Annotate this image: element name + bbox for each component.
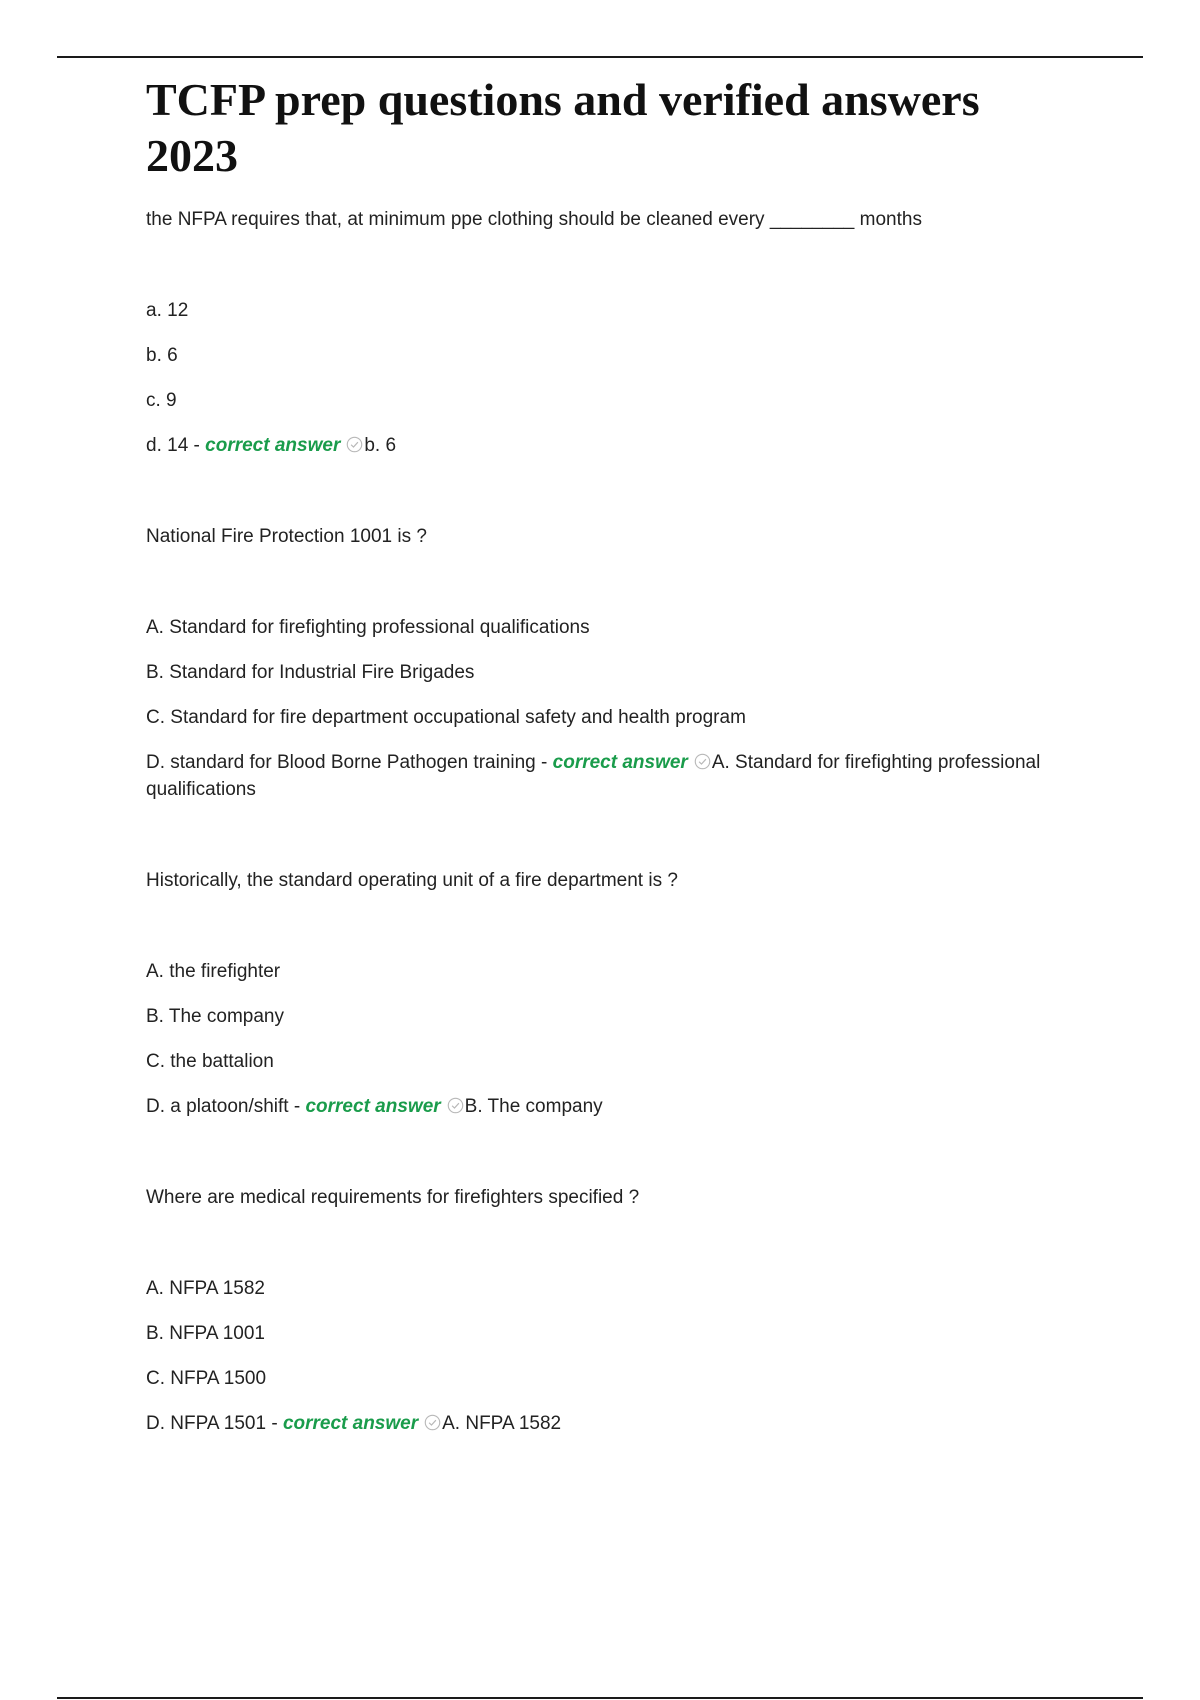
answer-text: A. NFPA 1582 [442, 1413, 562, 1434]
correct-answer-label: correct answer [305, 1096, 441, 1117]
question-text: Where are medical requirements for firefighters specified ? [146, 1187, 640, 1208]
check-circle-icon [346, 436, 363, 453]
option-item: B. NFPA 1001 [146, 1323, 265, 1344]
option-item: C. Standard for fire department occupational safety and health program [146, 707, 746, 728]
option-item: A. Standard for firefighting professional qualifications [146, 617, 590, 638]
option-item: B. The company [146, 1006, 285, 1027]
option-item: c. 9 [146, 390, 177, 411]
question-block [146, 1184, 1046, 1437]
option-with-answer [146, 749, 1046, 803]
options-list [146, 297, 1046, 459]
answer-text: b. 6 [364, 435, 397, 456]
option-item: d. 14 - [146, 435, 206, 456]
bottom-rule [57, 1697, 1143, 1699]
option-item: D. standard for Blood Borne Pathogen training - [146, 752, 553, 773]
options-list [146, 958, 1046, 1120]
question-block [146, 523, 1046, 803]
option-item: C. NFPA 1500 [146, 1368, 267, 1389]
option-with-answer [146, 1410, 1046, 1437]
options-list [146, 1275, 1046, 1437]
option-item: A. the firefighter [146, 961, 281, 982]
answer-text: A. Standard for firefighting professional qualifications [146, 752, 1041, 800]
document-body [146, 72, 1046, 1501]
option-item: D. NFPA 1501 - [146, 1413, 283, 1434]
option-item: A. NFPA 1582 [146, 1278, 265, 1299]
check-circle-icon [447, 1097, 464, 1114]
correct-answer-label: correct answer [205, 435, 341, 456]
correct-answer-label: correct answer [552, 752, 688, 773]
option-item: b. 6 [146, 345, 178, 366]
question-text: Historically, the standard operating unit of a fire department is ? [146, 870, 678, 891]
question-block [146, 867, 1046, 1120]
document-title: TCFP prep questions and verified answers 2023 [146, 74, 980, 181]
option-with-answer [146, 1093, 1046, 1120]
check-circle-icon [424, 1414, 441, 1431]
option-item: C. the battalion [146, 1051, 274, 1072]
options-list [146, 614, 1046, 803]
check-circle-icon [694, 753, 711, 770]
option-item: D. a platoon/shift - [146, 1096, 306, 1117]
question-block [146, 206, 1046, 459]
question-text: the NFPA requires that, at minimum ppe clothing should be cleaned every ________ months [146, 209, 922, 230]
correct-answer-label: correct answer [282, 1413, 419, 1434]
top-rule [57, 56, 1143, 58]
option-item: a. 12 [146, 300, 189, 321]
option-item: B. Standard for Industrial Fire Brigades [146, 662, 475, 683]
question-text: National Fire Protection 1001 is ? [146, 526, 427, 547]
answer-text: B. The company [464, 1096, 603, 1117]
option-with-answer [146, 432, 1046, 459]
